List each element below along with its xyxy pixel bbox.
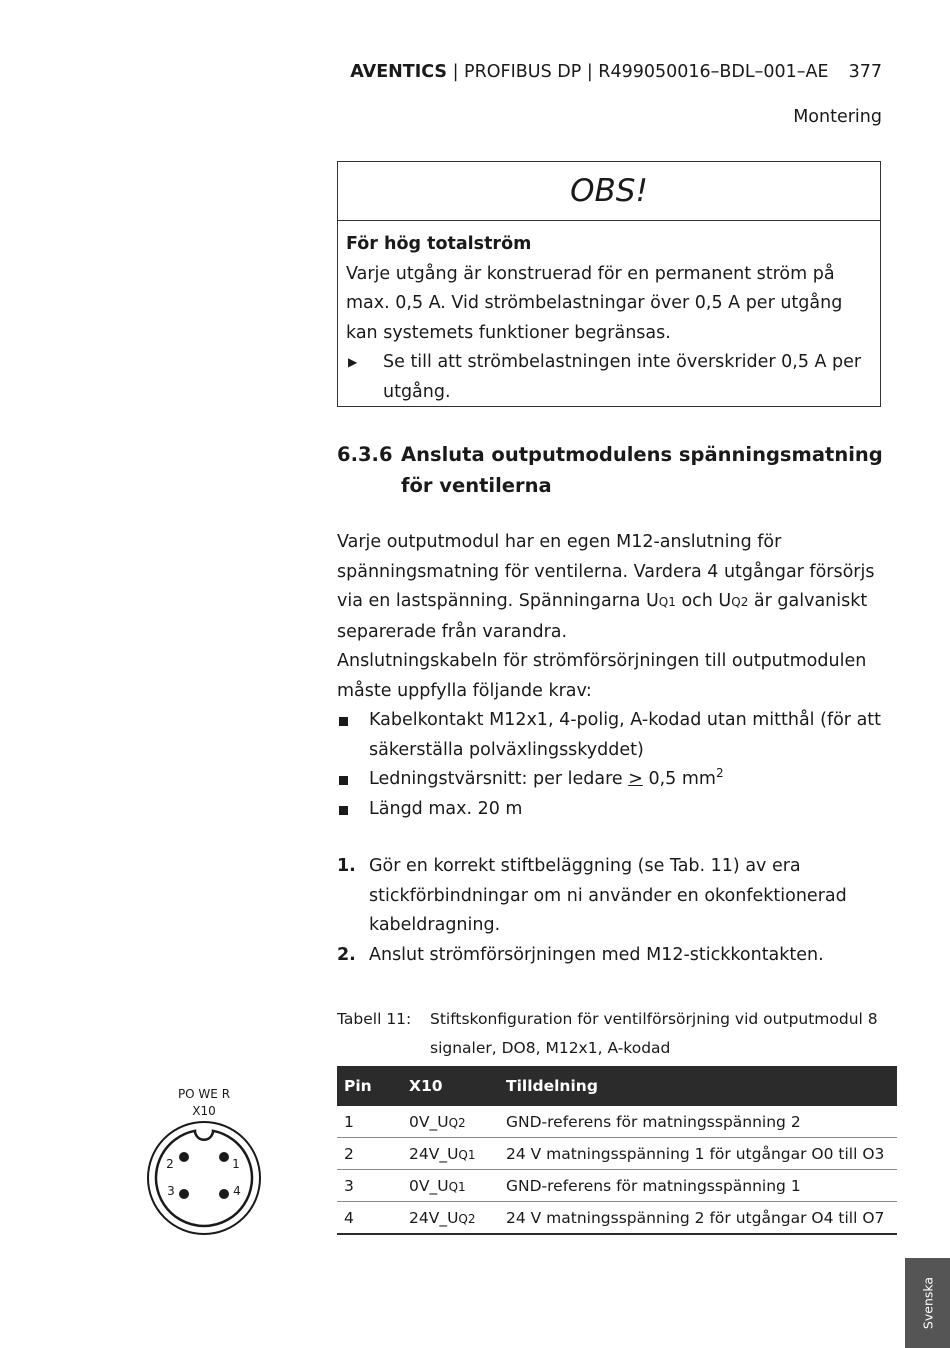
list-item [337, 706, 897, 765]
triangle-bullet-icon: ▶ [348, 355, 358, 369]
list-item [337, 765, 897, 795]
notice-text: Varje utgång är konstruerad för en permanent ström på max. 0,5 A. Vid strömbelastningar över 0,5 A per utgång kan systemets funktioner begränsas. [346, 263, 843, 343]
requirement-text: Ledningstvärsnitt: per ledare [369, 769, 629, 789]
pin-4-label: 4 [233, 1184, 241, 1198]
pin-1-label: 1 [232, 1157, 240, 1171]
table-row [337, 1106, 897, 1138]
connector-label-power: PO WE R [177, 1087, 231, 1101]
assignment-cell: 24 V matningsspänning 1 för utgångar O0 till O3 [499, 1138, 897, 1170]
table-row [337, 1170, 897, 1202]
page-number: 377 [848, 62, 882, 82]
requirements-list [337, 706, 897, 824]
x10-value: 24V_U [409, 1208, 459, 1227]
step-list [337, 852, 897, 970]
x10-value: 24V_U [409, 1144, 459, 1163]
paragraph-1 [337, 528, 897, 647]
language-tab [905, 1258, 950, 1348]
notice-body [338, 221, 880, 407]
paragraph-2: Anslutningskabeln för strömförsörjningen till outputmodulen måste uppfylla följande krav: [337, 651, 867, 701]
pin-cell: 2 [337, 1138, 402, 1170]
m12-connector-diagram [140, 1082, 270, 1242]
pin-2-label: 2 [166, 1157, 174, 1171]
x10-cell [402, 1138, 499, 1170]
x10-value: 0V_U [409, 1112, 449, 1131]
chapter-label: Montering [793, 107, 882, 127]
section-number: 6.3.6 [337, 443, 393, 466]
p1-text-a: Varje outputmodul har en egen M12-anslutning för spänningsmatning för ventilerna. Vardera 4 utgångar försörjs via en lastspänning. Spänningarna U [337, 532, 875, 611]
square-bullet-icon [339, 776, 348, 785]
step-text: Anslut strömförsörjningen med M12-stickkontakten. [369, 944, 824, 965]
list-item [337, 795, 897, 825]
requirement-text: Längd max. 20 m [369, 798, 523, 819]
assignment-cell: GND-referens för matningsspänning 2 [499, 1106, 897, 1138]
notice-bullet [346, 348, 872, 407]
column-header-x10: X10 [402, 1066, 499, 1106]
pin-3-dot [179, 1189, 189, 1199]
connector-label-x10: X10 [192, 1104, 216, 1118]
notice-bullet-text: Se till att strömbelastningen inte överskrider 0,5 A per utgång. [383, 352, 862, 402]
table-caption-text: Stiftskonfiguration för ventilförsörjning vid outputmodul 8 signaler, DO8, M12x1, A-kodad [430, 1010, 878, 1057]
body-text [337, 528, 897, 824]
step-item [337, 941, 897, 971]
requirement-text: 0,5 mm [642, 769, 716, 789]
assignment-cell: 24 V matningsspänning 2 för utgångar O4 till O7 [499, 1202, 897, 1235]
table-header-row [337, 1066, 897, 1106]
step-text: Gör en korrekt stiftbeläggning (se Tab. 11) av era stickförbindningar om ni använder en okonfektionerad kabeldragning. [369, 856, 847, 935]
pin-cell: 1 [337, 1106, 402, 1138]
notice-heading: OBS! [338, 162, 880, 221]
x10-subscript: Q1 [458, 1147, 476, 1162]
square-bullet-icon [339, 717, 348, 726]
p1-text-b: och U [675, 591, 732, 611]
document-id: | PROFIBUS DP | R499050016–BDL–001–AE [447, 62, 829, 82]
column-header-assignment: Tilldelning [499, 1066, 897, 1106]
x10-cell [402, 1170, 499, 1202]
section-title: Ansluta outputmodulens spänningsmatning för ventilerna [401, 443, 883, 497]
step-item [337, 852, 897, 941]
x10-value: 0V_U [409, 1176, 449, 1195]
assignment-cell: GND-referens för matningsspänning 1 [499, 1170, 897, 1202]
x10-subscript: Q1 [448, 1179, 466, 1194]
table-row [337, 1138, 897, 1170]
square-bullet-icon [339, 806, 348, 815]
x10-cell [402, 1202, 499, 1235]
table-caption [337, 1005, 897, 1063]
table-row [337, 1202, 897, 1235]
p1-subscript-1: Q1 [658, 595, 676, 609]
x10-subscript: Q2 [458, 1211, 476, 1226]
pin-3-label: 3 [167, 1184, 175, 1198]
superscript: 2 [715, 766, 724, 781]
page-header [350, 62, 882, 82]
connector-inner-ring [156, 1131, 252, 1226]
pin-table [337, 1066, 897, 1235]
gte-symbol: > [628, 769, 643, 789]
brand-name: AVENTICS [350, 62, 448, 82]
notice-title: För hög totalström [346, 234, 532, 254]
pin-cell: 3 [337, 1170, 402, 1202]
pin-4-dot [219, 1189, 229, 1199]
section-heading [337, 440, 897, 501]
requirement-text: Kabelkontakt M12x1, 4-polig, A-kodad utan mitthål (för att säkerställa polväxlingsskyddet) [369, 710, 882, 760]
column-header-pin: Pin [337, 1066, 402, 1106]
x10-subscript: Q2 [448, 1115, 466, 1130]
p1-subscript-2: Q2 [731, 595, 749, 609]
step-number: 1. [337, 856, 356, 876]
notice-box [337, 161, 881, 407]
language-tab-label: Svenska [920, 1276, 935, 1330]
p1-text-c: är galvaniskt separerade från varandra. [337, 591, 868, 642]
pin-1-dot [219, 1152, 229, 1162]
table-caption-label: Tabell 11: [337, 1010, 412, 1028]
pin-2-dot [179, 1152, 189, 1162]
x10-cell [402, 1106, 499, 1138]
step-number: 2. [337, 944, 356, 965]
pin-cell: 4 [337, 1202, 402, 1235]
